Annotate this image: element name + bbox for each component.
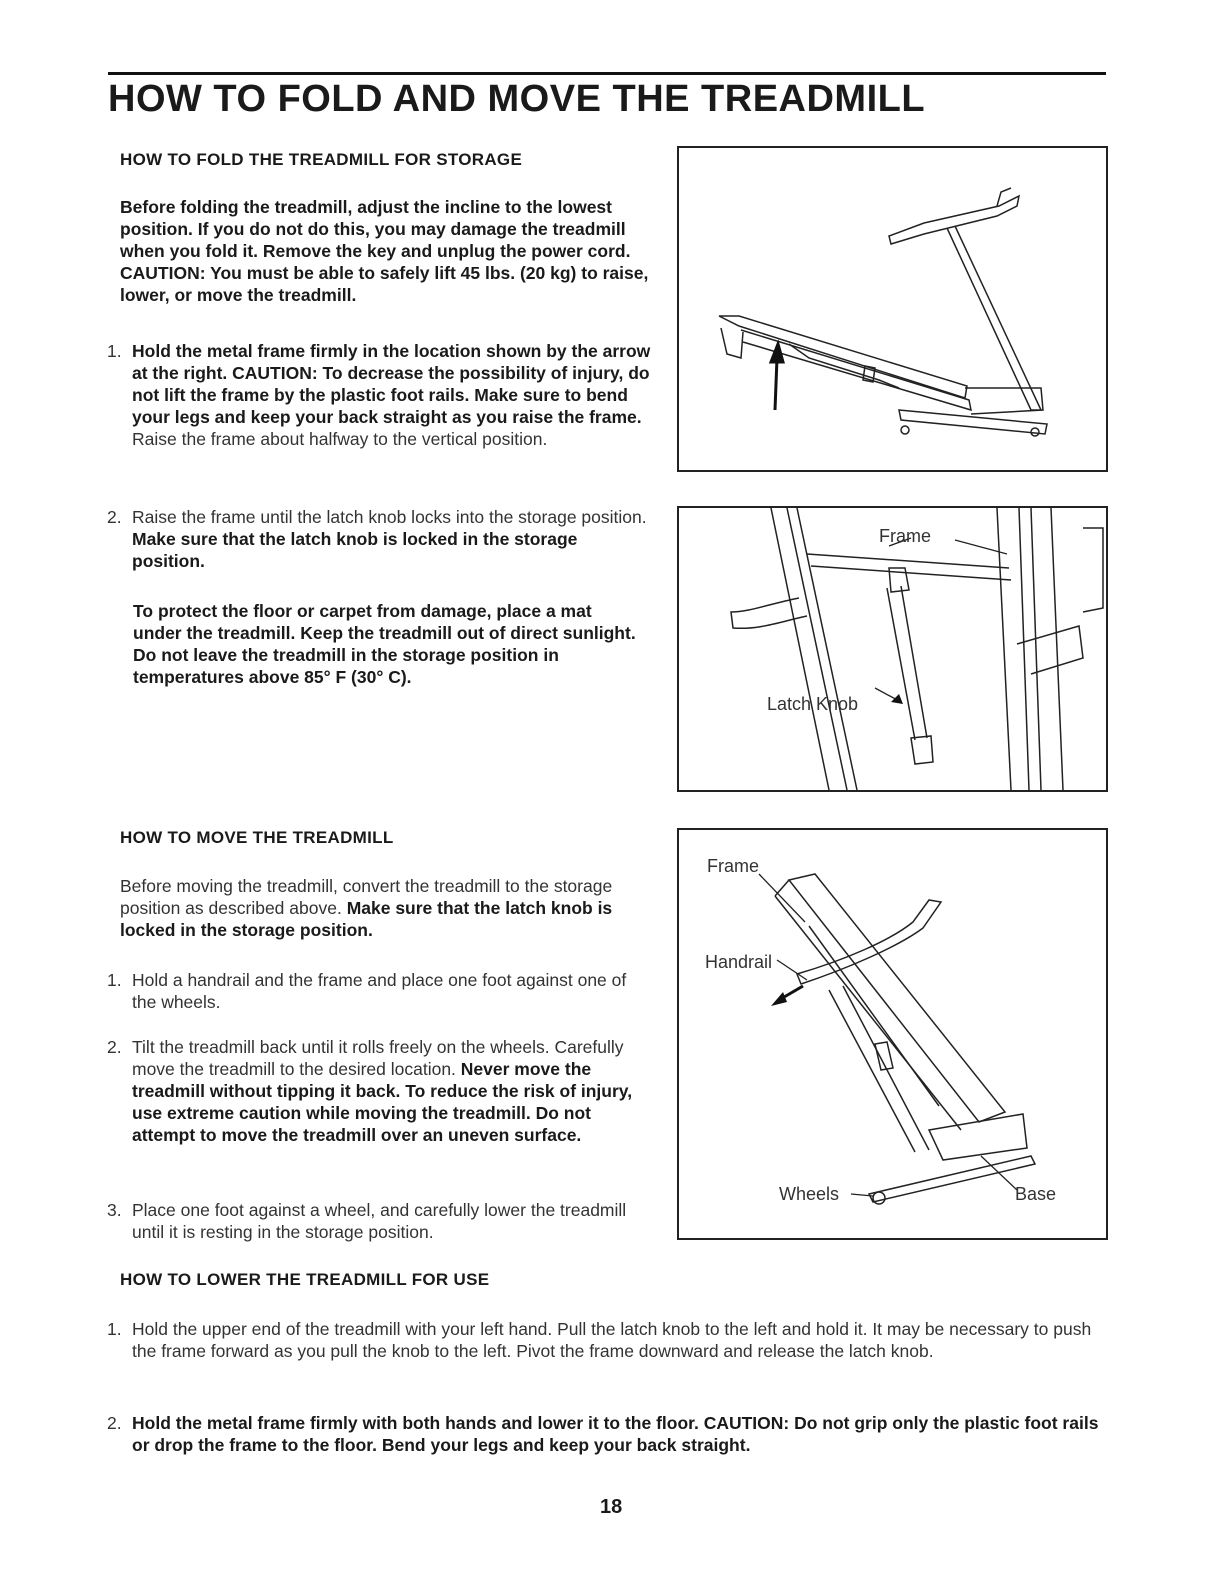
move-step-3-num: 3. [107, 1200, 122, 1220]
figure-fold-lift [677, 146, 1108, 472]
move-intro [120, 875, 650, 941]
move-step-1-text: Hold a handrail and the frame and place one foot against one of the wheels. [132, 970, 627, 1012]
fig3-frame-leader [759, 874, 805, 922]
move-step-2-num: 2. [107, 1037, 122, 1057]
lower-step-1-text: Hold the upper end of the treadmill with your left hand. Pull the latch knob to the left and hold it. It may be necessary to push the frame forward as you pull the knob to the left. Pivot the frame downward and release the latch knob. [132, 1319, 1092, 1361]
fig3-handrail-leader [777, 960, 807, 980]
fold-step-2-normal: Raise the frame until the latch knob locks into the storage position. [132, 507, 647, 527]
treadmill-move-illustration [679, 830, 1106, 1238]
move-step-1-num: 1. [107, 970, 122, 990]
fold-step-2-bold: Make sure that the latch knob is locked in the storage position. [132, 529, 578, 571]
figure-latch-knob [677, 506, 1108, 792]
fig3-frame-label: Frame [707, 856, 760, 876]
lower-step-1-num: 1. [107, 1319, 122, 1339]
move-step-2-normal: Tilt the treadmill back until it rolls freely on the wheels. Carefully move the treadmill to the desired location. [132, 1037, 624, 1079]
latch-knob-illustration [679, 508, 1106, 790]
fold-step-1-bold: Hold the metal frame firmly in the location shown by the arrow at the right. CAUTION: To decrease the possibility of injury, do not lift the frame by the plastic foot rails. Make sure to bend your legs and keep your back straight as you raise the frame. [132, 341, 651, 427]
lower-heading: HOW TO LOWER THE TREADMILL FOR USE [120, 1270, 490, 1289]
page-title: HOW TO FOLD AND MOVE THE TREADMILL [108, 78, 926, 120]
lower-step-2-text: Hold the metal frame firmly with both hands and lower it to the floor. CAUTION: Do not grip only the plastic foot rails or drop the frame to the floor. Bend your legs and keep your back straight. [132, 1413, 1099, 1455]
move-heading: HOW TO MOVE THE TREADMILL [120, 828, 394, 847]
handrail-arrow-icon [771, 986, 803, 1006]
treadmill-lift-illustration [679, 148, 1106, 470]
fold-step-2-num: 2. [107, 507, 122, 527]
page-number: 18 [600, 1496, 623, 1518]
fig3-handrail-label: Handrail [705, 952, 773, 972]
fold-step-1-num: 1. [107, 341, 122, 361]
fold-warning: To protect the floor or carpet from damage, place a mat under the treadmill. Keep the treadmill out of direct sunlight. Do not leave the treadmill in the storage position in temperatures above 85° F (30° C). [133, 601, 636, 687]
fig2-frame-label: Frame [879, 526, 932, 546]
move-intro-normal: Before moving the treadmill, convert the treadmill to the storage position as described above. [120, 876, 613, 918]
figure-move [677, 828, 1108, 1240]
fold-heading: HOW TO FOLD THE TREADMILL FOR STORAGE [120, 150, 523, 169]
lower-step-2-num: 2. [107, 1413, 122, 1433]
move-step-2-bold: Never move the treadmill without tipping it back. To reduce the risk of injury, use extreme caution while moving the treadmill. Do not attempt to move the treadmill over an uneven surface. [132, 1059, 633, 1145]
fig3-wheels-label: Wheels [779, 1184, 840, 1204]
lift-arrow-icon [771, 344, 783, 410]
fig2-latch-label: Latch Knob [767, 694, 859, 714]
move-step-3-text: Place one foot against a wheel, and carefully lower the treadmill until it is resting in the storage position. [132, 1200, 627, 1242]
fold-intro: Before folding the treadmill, adjust the incline to the lowest position. If you do not do this, you may damage the treadmill when you fold it. Remove the key and unplug the power cord. CAUTION: You must be able to safely lift 45 lbs. (20 kg) to raise, lower, or move the treadmill. [120, 197, 649, 305]
title-rule [108, 72, 1106, 75]
fig3-base-label: Base [1015, 1184, 1057, 1204]
fold-step-1-normal: Raise the frame about halfway to the vertical position. [132, 429, 548, 449]
latch-arrow-icon [891, 694, 903, 704]
move-intro-bold: Make sure that the latch knob is locked in the storage position. [120, 898, 613, 940]
